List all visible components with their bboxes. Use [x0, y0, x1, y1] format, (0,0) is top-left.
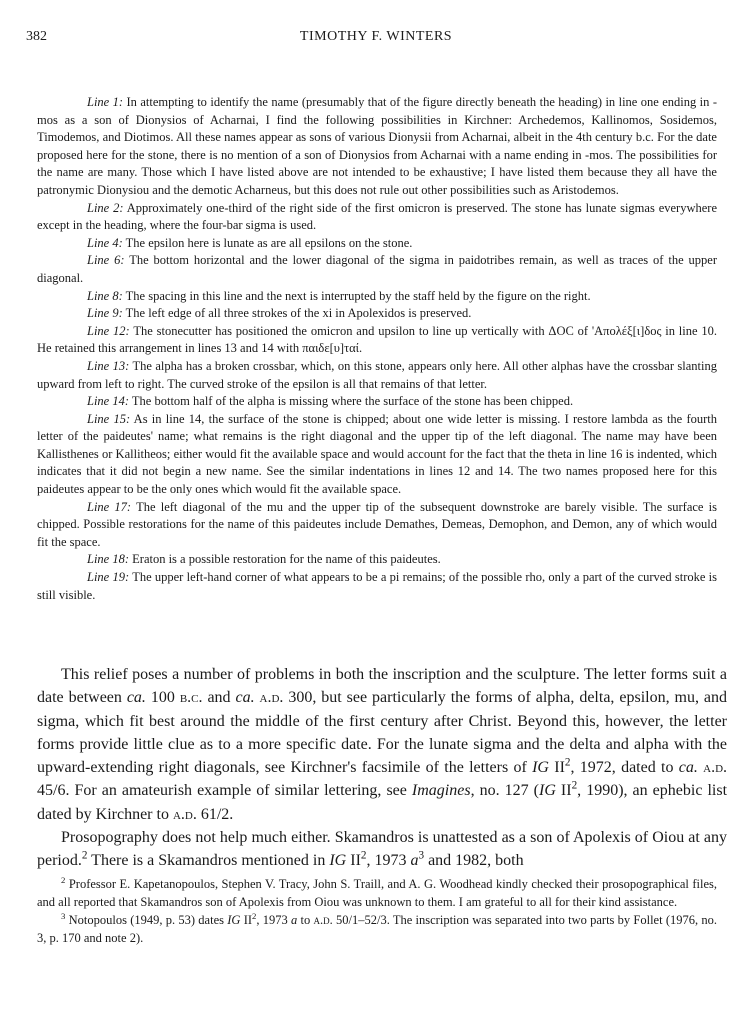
line-note-text: The bottom half of the alpha is missing where the surface of the stone has been chipped. — [129, 394, 574, 409]
line-note — [37, 358, 717, 393]
line-note-label: Line 18: — [87, 552, 130, 567]
line-note — [37, 288, 717, 306]
line-note-text: Eraton is a possible restoration for the name of this paideutes. — [129, 552, 441, 567]
line-note-text: The epsilon here is lunate as are all epsilons on the stone. — [122, 235, 413, 250]
footnotes — [37, 876, 717, 948]
line-note-label: Line 12: — [87, 323, 130, 338]
line-note — [37, 569, 717, 604]
line-note-text: The upper left-hand corner of what appears to be a pi remains; of the possible rho, only a part of the curved stroke is still visible. — [37, 570, 718, 602]
footnote-2: $^2$ Professor E. Kapetanopoulos, Stephen V. Tracy, John S. Traill, and A. G. Woodhead kindly checked their prosopographical files, and all reported that Skamandros son of Apolexis from Oiou was unknown to them. I am grateful to all for their kind assistance. — [37, 874, 717, 909]
line-note-label: Line 19: — [87, 570, 130, 585]
line-note — [37, 411, 717, 499]
line-note-label: Line 17: — [87, 499, 132, 514]
line-note-label: Line 1: — [87, 95, 124, 109]
line-note — [37, 551, 717, 569]
line-note-label: Line 8: — [87, 288, 123, 303]
line-note-text: The alpha has a broken crossbar, which, on this stone, appears only here. All other alphas have the crossbar slanting upward from left to right. The curved stroke of the epsilon is all that remains of that letter. — [37, 358, 717, 391]
line-note-label: Line 9: — [87, 306, 123, 321]
page-number: 382 — [26, 29, 47, 44]
line-note-label: Line 13: — [87, 358, 130, 373]
line-note — [37, 235, 717, 253]
line-note-text: As in line 14, the surface of the stone is chipped; about one wide letter is missing. I restore lambda as the fourth letter of the paideutes' name; what remains is the right diagonal and the upper tip of the left diagonal. The name may have been Kallisthenes or Kallitheos; either would fit the available space and would account for the fact that the theta in line 16 is indented, which indicates that it did not begin a new name. See the similar indentations in lines 12 and 14. The two names proposed here for this paideutes appear to be the only ones which would fit the available space. — [37, 411, 717, 497]
line-note-text: Approximately one-third of the right side of the first omicron is preserved. The stone has lunate sigmas everywhere except in the heading, where the four-bar sigma is used. — [37, 200, 718, 233]
line-note-label: Line 2: — [87, 200, 124, 215]
line-note — [37, 499, 717, 552]
line-note — [37, 393, 717, 411]
footnote-ref-2[interactable]: 2 — [81, 850, 88, 863]
line-note-label: Line 4: — [87, 235, 123, 250]
page-header — [26, 26, 726, 46]
footnote-ref-3[interactable]: 3 — [418, 850, 425, 863]
body-paragraph-1: This relief poses a number of problems in both the inscription and the sculpture. The letter forms suit a date between ca. 100 b.c. and ca. a.d. 300, but see particularly the forms of alpha, delta, epsilon, mu, and sigma, which fit best around the middle of the first century after Christ. Beyond this, however, the letter forms provide little clue as to a more specific date. For the lunate sigma and the delta and alpha with the upward-extending right diagonals, see Kirchner's facsimile of the letters of IG $II^2$, 1972, dated to ca. a.d. 45/6. For an amateurish example of similar lettering, see Imagines, no. 127 (IG $II^2$, 1990), an ephebic list dated by Kirchner to a.d. 61/2. — [37, 666, 728, 823]
line-note-text: The bottom horizontal and the lower diagonal of the sigma in paidotribes remain, as well as traces of the upper diagonal. — [37, 253, 717, 285]
line-note-text: The left edge of all three strokes of the xi in Apolexidos is preserved. — [122, 306, 472, 321]
running-head: TIMOTHY F. WINTERS — [299, 29, 453, 44]
line-note — [37, 94, 717, 200]
line-note — [37, 252, 717, 287]
line-note — [37, 305, 717, 323]
epigraphic-notes — [37, 94, 717, 604]
line-note — [37, 200, 717, 235]
main-text — [37, 663, 727, 873]
line-note-text: The spacing in this line and the next is interrupted by the staff held by the figure on the right. — [122, 288, 591, 303]
line-note-text: The stonecutter has positioned the omicron and upsilon to line up vertically with ΔOC of 'Απολέξ[ι]δος in line 10. He retained this arrangement in lines 13 and 14 with παιδε[υ]ταί. — [37, 323, 718, 356]
line-note-label: Line 6: — [87, 253, 125, 268]
line-note-text: The left diagonal of the mu and the upper tip of the subsequent downstroke are barely visible. The surface is chipped. Possible restorations for the name of this paideutes include Demathes, Demeas, Demophon, and Demon, any of which would fit the space. — [37, 499, 718, 549]
line-note-text: In attempting to identify the name (presumably that of the figure directly beneath the heading) in line one ending in -mos as a son of Dionysios of Acharnai, I find the following possibilities in Kirchner: Archedemos, Kallinomos, Sosidemos, Timodemos, and Diotimos. All these names appear as sons of various Dionysii from Acharnai, albeit in the 4th century b.c. For the date proposed here for the stone, there is no mention of a son of Dionysios from Acharnai with a name ending in -mos. The possibilities for the name are many. Those which I have listed above are not intended to be exhaustive; I have listed them because they all have the patronymic Dionysiou and the demotic Acharneus, but this does not rule out other possibilities such as Aristodemos. — [37, 95, 717, 197]
line-note-label: Line 14: — [87, 394, 130, 409]
line-note-label: Line 15: — [87, 411, 131, 426]
footnote-3: $^3$ Notopoulos (1949, p. 53) dates IG $II^2$, 1973 a to a.d. 50/1–52/3. The inscription was separated into two parts by Follet (1976, no. 3, p. 170 and note 2). — [37, 911, 717, 945]
body-paragraph-2: Prosopography does not help much either. Skamandros is unattested as a son of Apolexis of Oiou at any period.$^2$ There is a Skamandros mentioned in IG $II^2$, 1973 $a^3$ and 1982, both — [37, 829, 727, 870]
line-note — [37, 323, 717, 358]
